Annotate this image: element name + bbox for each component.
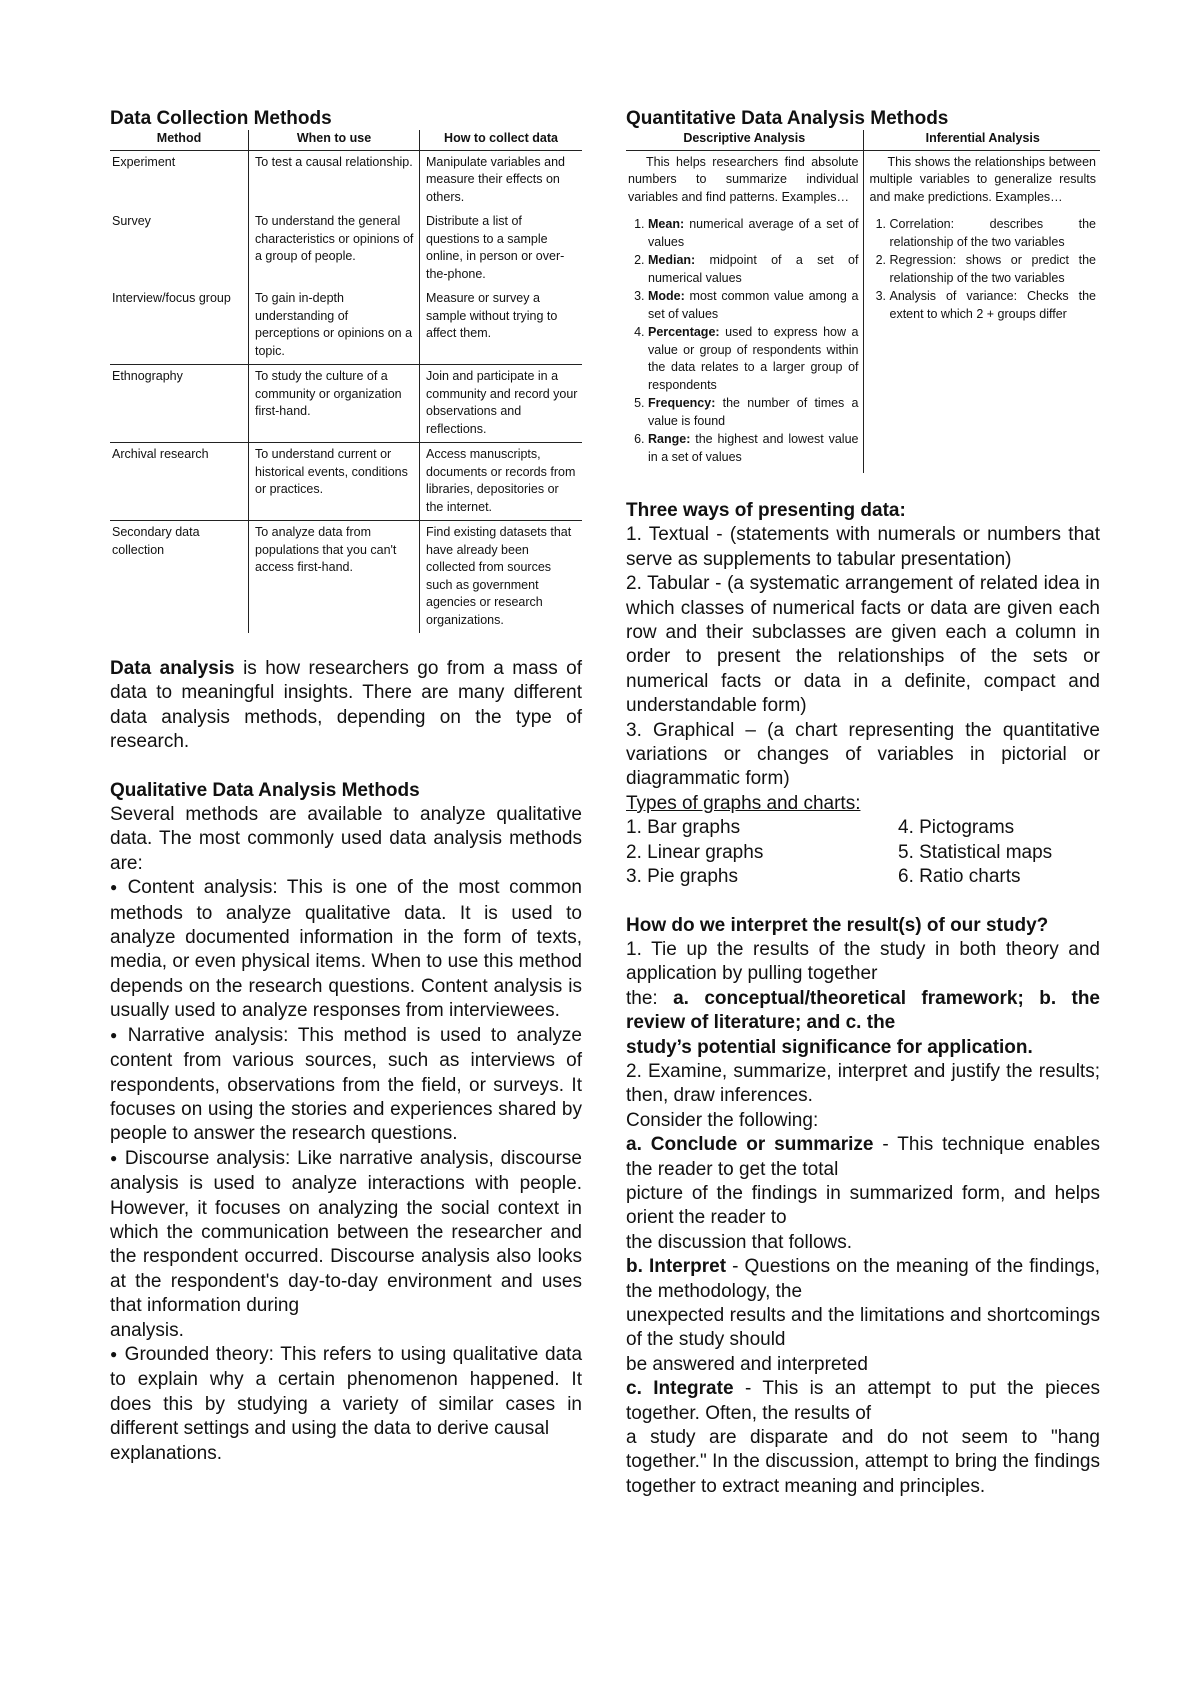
presenting-textual: 1. Textual - (statements with numerals or numbers that serve as supplements to tabular presentation): [626, 524, 1100, 570]
list-item: 3. Analysis of variance: Checks the extent to which 2 + groups differ: [890, 288, 1097, 323]
method-cell: Experiment: [112, 154, 176, 169]
qualitative-intro: Several methods are available to analyze qualitative data. The most commonly used data analysis methods are:: [110, 804, 582, 874]
table-row: [626, 150, 1100, 473]
interpret-step-1-items: [626, 987, 1100, 1036]
method-cell: Interview/focus group: [112, 291, 231, 305]
list-item: [648, 216, 859, 251]
quantitative-title: Quantitative Data Analysis Methods: [626, 108, 949, 129]
column-header: Inferential Analysis: [863, 130, 1100, 150]
data-collection-table: [110, 130, 582, 633]
list-item: [648, 288, 859, 323]
method-cell: Survey: [112, 214, 151, 228]
when-cell: To understand current or historical events, conditions or practices.: [249, 443, 420, 521]
item-text: most common value among a set of values: [648, 289, 859, 321]
graph-types-title: Types of graphs and charts:: [626, 792, 861, 814]
column-header: How to collect data: [420, 130, 583, 150]
when-cell: To analyze data from populations that you can't access first-hand.: [249, 521, 420, 634]
when-cell: To study the culture of a community or organization first-hand.: [249, 365, 420, 443]
how-cell: Join and participate in a community and record your observations and reflections.: [420, 365, 583, 443]
quantitative-table: [626, 130, 1100, 473]
presenting-tabular: 2. Tabular - (a systematic arrangement of related idea in which classes of numerical facts or data are given each row and their subclasses are given each a column in order to present the relationships of the sets or numerical facts or data in a definite, compact and understandable form): [626, 573, 1100, 717]
how-cell: Distribute a list of questions to a sample online, in person or over-the-phone.: [420, 210, 583, 287]
list-item: [648, 252, 859, 287]
presenting-graphical: 3. Graphical – (a chart representing the quantitative variations or changes of variables in pictorial or diagrammatic form): [626, 719, 1100, 790]
list-item: 3. Pie graphs: [626, 866, 738, 888]
table-row: [110, 443, 582, 521]
list-item: 2. Regression: shows or predict the relationship of the two variables: [890, 252, 1097, 287]
interpret-significance: study’s potential significance for application.: [626, 1036, 1033, 1058]
item-term: Range:: [648, 432, 691, 446]
conclude-item: [626, 1133, 1100, 1182]
item-term: Median:: [648, 253, 696, 267]
method-cell: Archival research: [110, 443, 249, 521]
presenting-data-title: Three ways of presenting data:: [626, 500, 906, 521]
item-text: midpoint of a set of numerical values: [648, 253, 859, 285]
list-item: 4. Pictograms: [898, 817, 1015, 839]
when-cell: To gain in-depth understanding of perceptions or opinions on a topic.: [249, 287, 420, 365]
table-header-row: [110, 130, 582, 150]
when-cell: To test a causal relationship.: [249, 150, 420, 210]
item-term: Frequency:: [648, 396, 716, 410]
grounded-theory-end: explanations.: [110, 1442, 222, 1464]
data-analysis-text: is how researchers go from a mass of data to meaningful insights. There are many different data analysis methods, depending on the type of research.: [110, 658, 582, 753]
conclude-text-2: picture of the findings in summarized form, and helps orient the reader to: [626, 1182, 1100, 1229]
discourse-analysis-end: analysis.: [110, 1319, 184, 1341]
narrative-analysis-bullet: ● Narrative analysis: This method is used to analyze content from various sources, such as interviews of respondents, observations from the field, or surveys. It focuses on using the stories and experiences shared by people to answer the research questions.: [110, 1024, 582, 1147]
list-item: 1. Correlation: describes the relationship of the two variables: [890, 216, 1097, 251]
item-term: Percentage:: [648, 325, 720, 339]
column-header: When to use: [249, 130, 420, 150]
method-cell: Ethnography: [110, 365, 249, 443]
how-cell: Access manuscripts, documents or records from libraries, depositories or the internet.: [420, 443, 583, 521]
when-cell: To understand the general characteristics or opinions of a group of people.: [249, 210, 420, 287]
conclude-text: - This technique enables the reader to get the total: [626, 1134, 1101, 1180]
list-item: 5. Statistical maps: [898, 841, 1053, 863]
right-column: [626, 108, 1100, 1499]
qualitative-title: Qualitative Data Analysis Methods: [110, 779, 420, 801]
inferential-list: [870, 216, 1097, 323]
table-row: [110, 521, 582, 634]
item-text: used to express how a value or group of respondents within the data relates to a larger group of respondents: [648, 325, 859, 392]
item-text: the number of times a value is found: [648, 396, 859, 428]
interpret-step-1: 1. Tie up the results of the study in both theory and application by pulling together: [626, 938, 1100, 985]
data-collection-title: Data Collection Methods: [110, 108, 332, 129]
list-item: 1. Bar graphs: [626, 817, 741, 839]
interpret-title: How do we interpret the result(s) of our study?: [626, 914, 1049, 936]
descriptive-list: [628, 216, 859, 466]
list-item: [648, 395, 859, 430]
item-term: Mode:: [648, 289, 685, 303]
column-header: Method: [110, 130, 249, 150]
grounded-theory-bullet: ● Grounded theory: This refers to using qualitative data to explain why a certain phenomenon happened. It does this by studying a variety of similar cases in different settings and using the data to derive causal: [110, 1343, 582, 1442]
item-text: the highest and lowest value in a set of values: [648, 432, 859, 464]
graph-types-list: [626, 816, 1100, 889]
how-cell: Measure or survey a sample without trying to affect them.: [420, 287, 583, 365]
descriptive-intro: This helps researchers find absolute numbers to summarize individual variables and find patterns. Examples…: [628, 154, 859, 204]
inferential-cell: [863, 150, 1100, 473]
discourse-analysis-bullet: ● Discourse analysis: Like narrative analysis, discourse analysis is used to analyze interactions with people. However, it focuses on analyzing the social context in which the communication between the researcher and the respondent occurred. Discourse analysis also looks at the respondent's day-to-day environment and uses that information during: [110, 1147, 582, 1319]
data-analysis-paragraph: [110, 657, 582, 755]
how-cell: Manipulate variables and measure their effects on others.: [420, 150, 583, 210]
interpret-the: the:: [626, 987, 658, 1009]
item-term: Mean:: [648, 217, 685, 231]
interpret-term: b. Interpret: [626, 1256, 727, 1278]
item-text: numerical average of a set of values: [648, 217, 859, 249]
table-row: [110, 365, 582, 443]
consider-following: Consider the following:: [626, 1109, 819, 1131]
table-row: [110, 210, 582, 287]
interpret-text: - Questions on the meaning of the findings, the methodology, the: [626, 1256, 1101, 1302]
integrate-term: c. Integrate: [626, 1378, 734, 1400]
integrate-text-2: a study are disparate and do not seem to "hang together." In the discussion, attempt to bring the findings together to extract meaning and principles.: [626, 1427, 1100, 1497]
integrate-text: - This is an attempt to put the pieces together. Often, the results of: [626, 1378, 1100, 1424]
interpret-framework: a. conceptual/theoretical framework; b. the review of literature; and c. the: [626, 987, 1101, 1034]
integrate-item: [626, 1377, 1100, 1426]
left-column: [110, 108, 582, 1466]
content-analysis-bullet: ● Content analysis: This is one of the most common methods to analyze qualitative data. It is used to analyze documented information in the form of texts, media, or even physical items. When to use this method depends on the research questions. Content analysis is usually used to analyze responses from interviewees.: [110, 876, 582, 1023]
table-row: [110, 150, 582, 210]
interpret-step-2: 2. Examine, summarize, interpret and justify the results; then, draw inferences.: [626, 1060, 1100, 1107]
column-header: Descriptive Analysis: [626, 130, 863, 150]
method-cell: Secondary data collection: [110, 521, 249, 634]
conclude-text-3: the discussion that follows.: [626, 1231, 853, 1253]
list-item: 6. Ratio charts: [898, 866, 1021, 888]
list-item: 2. Linear graphs: [626, 841, 764, 863]
interpret-text-3: be answered and interpreted: [626, 1353, 868, 1375]
interpret-text-2: unexpected results and the limitations and shortcomings of the study should: [626, 1305, 1100, 1351]
inferential-intro: This shows the relationships between multiple variables to generalize results and make predictions. Examples…: [869, 154, 1096, 204]
table-row: [110, 287, 582, 365]
how-cell: Find existing datasets that have already been collected from sources such as government agencies or research organizations.: [420, 521, 583, 634]
interpret-item: [626, 1255, 1100, 1304]
descriptive-cell: [626, 150, 863, 473]
list-item: [648, 324, 859, 394]
list-item: [648, 431, 859, 466]
conclude-term: a. Conclude or summarize: [626, 1134, 874, 1156]
data-analysis-term: Data analysis: [110, 658, 235, 679]
table-header-row: [626, 130, 1100, 150]
